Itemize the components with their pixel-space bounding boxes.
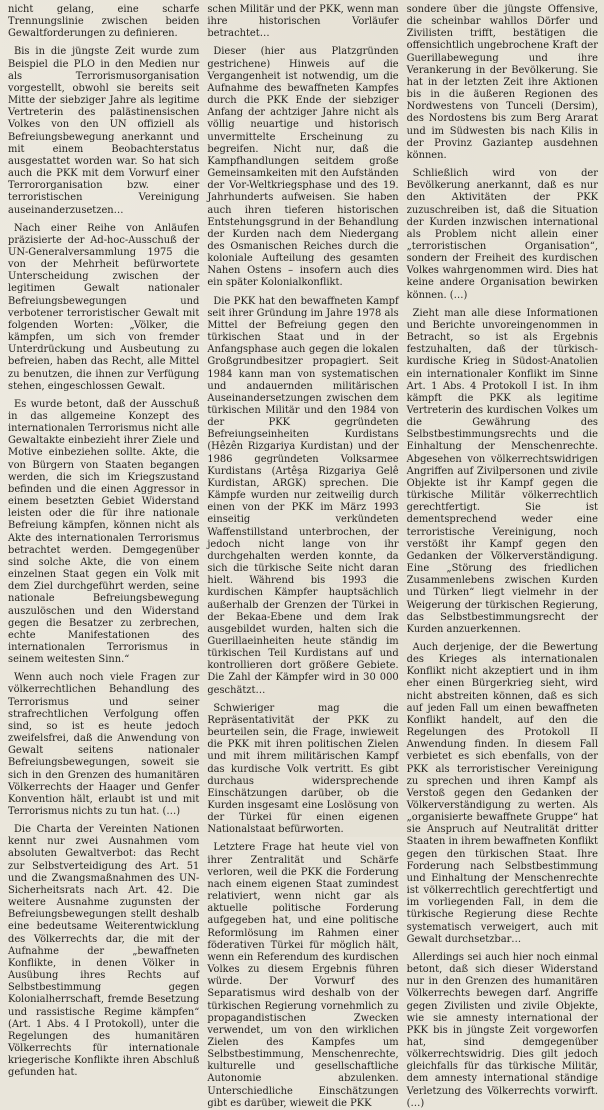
- paragraph: Bis in die jüngste Zeit wurde zum Beispiel die PLO in den Medien nur als Terrorismusorganisation vorgestellt, obwohl sie bereits seit Mitte der siebziger Jahre als legitime Vertreterin des palästinensischen Volkes von den UN offiziell als Befreiungsbewegung anerkannt und mit einem Beobachterstatus ausgestattet worden war. So hat sich auch die PKK mit dem Vorwurf einer Terrororganisation bzw. einer terroristischen Vereinigung auseinanderzusetzen…: [8, 46, 203, 216]
- column-2: [207, 4, 402, 1109]
- paragraph: sondere über die jüngste Offensive, die scheinbar wahllos Dörfer und Zivilisten trifft, bestätigen die offensichtlich ungebrochene Kraft der Guerillabewegung und ihre Verankerung in der Bevölkerung. Sie hat in der letzten Zeit ihre Aktionen bis in die äußeren Regionen des Nordwestens von Tunceli (Dersim), des Nordostens bis zum Berg Ararat und im Südwesten bis nach Kilis in der Provinz Gaziantep ausdehnen können.: [406, 4, 602, 161]
- article-columns: [8, 4, 602, 1109]
- paragraph: Die PKK hat den bewaffneten Kampf seit ihrer Gründung im Jahre 1978 als Mittel der Befreiung gegen den türkischen Staat und in der Anfangsphase auch gegen die lokalen Großgrundbesitzer propagiert. Seit 1984 kann man von systematischen und andauernden militärischen Auseinandersetzungen zwischen dem türkischen Militär und den 1984 von der PKK gegründeten Befreiungseinheiten Kurdistans (Hêzên Rizgariya Kurdistan) und der 1986 gegründeten Volksarmee Kurdistans (Artêşa Rizgariya Gelê Kurdistan, ARGK) sprechen. Die Kämpfe wurden nur zeitweilig durch einen von der PKK im März 1993 einseitig verkündeten Waffenstillstand unterbrochen, der jedoch nicht lange von ihr durchgehalten werden konnte, da sich die türkische Seite nicht daran hielt. Während bis 1993 die kurdischen Kämpfer hauptsächlich außerhalb der Grenzen der Türkei in der Bekaa-Ebene und dem Irak ausgebildet wurden, halten sich die Guerillaeinheiten heute ständig im türkischen Teil Kurdistans auf und kontrollieren dort größere Gebiete. Die Zahl der Kämpfer wird in 30 000 geschätzt…: [207, 295, 402, 696]
- paragraph: Letztere Frage hat heute viel von ihrer Zentralität und Schärfe verloren, weil die PKK die Forderung nach einem eigenen Staat zumindest relativiert, wenn nicht gar als aktuelle politische Forderung aufgegeben hat, und eine politische Reformlösung im Rahmen einer föderativen Türkei für möglich hält, wenn ein Referendum des kurdischen Volkes zu diesem Ergebnis führen würde. Der Vorwurf des Separatismus wird deshalb von der türkischen Regierung vornehmlich zu propagandistischen Zwecken verwendet, um von den wirklichen Zielen des Kampfes um Selbstbestimmung, Menschenrechte, kulturelle und gesellschaftliche Autonomie abzulenken. Unterschiedliche Einschätzungen gibt es darüber, wieweit die PKK: [207, 842, 402, 1109]
- paragraph: Schwieriger mag die Repräsentativität der PKK zu beurteilen sein, die Frage, inwieweit die PKK mit ihren politischen Zielen und mit ihrem militärischen Kampf das kurdische Volk vertritt. Es gibt durchaus widersprechende Einschätzungen darüber, ob die Kurden insgesamt eine Loslösung von der Türkei für einen eigenen Nationalstaat befürworten.: [207, 702, 402, 836]
- paragraph: Zieht man alle diese Informationen und Berichte unvoreingenommen in Betracht, so ist als Ergebnis festzuhalten, daß der türkisch-kurdische Krieg in Südost-Anatolien ein internationaler Konflikt im Sinne Art. 1 Abs. 4 Protokoll I ist. In ihm kämpft die PKK als legitime Vertreterin des kurdischen Volkes um die Gewährung des Selbstbestimmungsrechts und die Einhaltung der Menschenrechte. Abgesehen von völkerrechtswidrigen Angriffen auf Zivilpersonen und zivile Objekte ist ihr Kampf gegen die türkische Militär völkerrechtlich gerechtfertigt. Sie ist dementsprechend weder eine terroristische Vereinigung, noch verstößt ihr Kampf gegen den Gedanken der Völkerverständigung. Eine „Störung des friedlichen Zusammenlebens zwischen Kurden und Türken“ liegt vielmehr in der Weigerung der türkischen Regierung, das Selbstbestimmungsrecht der Kurden anzuerkennen.: [406, 307, 602, 635]
- paragraph: Wenn auch noch viele Fragen zur völkerrechtlichen Behandlung des Terrorismus und seiner strafrechtlichen Verfolgung offen sind, so ist es heute jedoch zweifelsfrei, daß die Anwendung von Gewalt seitens nationaler Befreiungsbewegungen, soweit sie sich in den Grenzen des humanitären Völkerrechts der Haager und Genfer Konvention hält, erlaubt ist und mit Terrorismus nichts zu tun hat. (…): [8, 672, 203, 817]
- paragraph: schen Militär und der PKK, wenn man ihre historischen Vorläufer betrachtet…: [207, 4, 402, 40]
- column-1: [8, 4, 203, 1079]
- paragraph: Schließlich wird von der Bevölkerung anerkannt, daß es nur den Aktivitäten der PKK zuzuschreiben ist, daß die Situation der Kurden inzwischen international als Problem nicht allein einer „terroristischen Organisation“, sondern der Freiheit des kurdischen Volkes wahrgenommen wird. Dies hat keine andere Organisation bewirken können. (…): [406, 168, 602, 301]
- paragraph: Die Charta der Vereinten Nationen kennt nur zwei Ausnahmen vom absoluten Gewaltverbot: das Recht zur Selbstverteidigung des Art. 51 und die Zwangsmaßnahmen des UN-Sicherheitsrats nach Art. 42. Die weitere Ausnahme zugunsten der Befreiungsbewegungen stellt deshalb eine bedeutsame Weiterentwicklung des Völkerrechts dar, die mit der Aufnahme der „bewaffneten Konflikte, in denen Völker in Ausübung ihres Rechts auf Selbstbestimmung gegen Kolonialherrschaft, fremde Besetzung und rassistische Regime kämpfen“ (Art. 1 Abs. 4 I Protokoll), unter die Regelungen des humanitären Völkerrechts für internationale kriegerische Konflikte ihren Abschluß gefunden hat.: [8, 824, 203, 1079]
- paragraph: Allerdings sei auch hier noch einmal betont, daß sich dieser Widerstand nur in den Grenzen des humanitären Völkerrechts bewegen darf. Angriffe gegen Zivilisten und zivile Objekte, wie sie amnesty international der PKK bis in jüngste Zeit vorgeworfen hat, sind demgegenüber völkerrechtswidrig. Dies gilt jedoch gleichfalls für das türkische Militär, dem amnesty international ständige Verletzung des Völkerrechts vorwirft. (…): [406, 951, 602, 1109]
- paragraph: Es wurde betont, daß der Ausschuß in das allgemeine Konzept des internationalen Terrorismus nicht alle Gewaltakte einbezieht ihrer Ziele und Motive einbeziehen sollte. Akte, die von Bürgern von Staaten begangen werden, die sich im Kriegszustand befinden und die einen Aggressor in einem besetzten Gebiet Widerstand leisten oder die für ihre nationale Befreiung kämpfen, können nicht als Akte des internationalen Terrorismus betrachtet werden. Demgegenüber sind solche Akte, die von einem einzelnen Staat gegen ein Volk mit dem Ziel durchgeführt werden, seine nationale Befreiungsbewegung auszulöschen und den Widerstand gegen die Besatzer zu zerbrechen, echte Manifestationen des internationalen Terrorismus in seinem weitesten Sinn.“: [8, 398, 203, 666]
- paragraph: Dieser (hier aus Platzgründen gestrichene) Hinweis auf die Vergangenheit ist notwendig, um die Aufnahme des bewaffneten Kampfes durch die PKK Ende der siebziger Anfang der achtziger Jahre nicht als völlig neuartige und historisch unvermittelte Erscheinung zu begreifen. Nicht nur, daß die Kampfhandlungen seitdem große Gemeinsamkeiten mit den Aufständen der Vor-Weltkriegsphase und des 19. Jahrhunderts aufweisen. Sie haben auch ihren tieferen historischen Entstehungsgrund in der Behandlung der Kurden nach dem Niedergang des Osmanischen Reiches durch die koloniale Aufteilung des gesamten Nahen Ostens – insofern auch dies ein später Kolonialkonflikt.: [207, 46, 402, 289]
- paragraph: Nach einer Reihe von Anläufen präzisierte der Ad-hoc-Ausschuß der UN-Generalversammlung 1975 die von der Mehrheit befürwortete Unterscheidung zwischen der legitimen Gewalt nationaler Befreiungsbewegungen und verbotener terroristischer Gewalt mit folgenden Worten: „Völker, die kämpfen, um sich von fremder Unterdrückung und Ausbeutung zu befreien, haben das Recht, alle Mittel zu benutzen, die ihnen zur Verfügung stehen, eingeschlossen Gewalt.: [8, 222, 203, 392]
- paragraph: nicht gelang, eine scharfe Trennungslinie zwischen beiden Gewaltforderungen zu definieren.: [8, 4, 203, 40]
- column-3: [406, 4, 602, 1109]
- paragraph: Auch derjenige, der die Bewertung des Krieges als internationalen Konflikt nicht akzeptiert und in ihm eher einen Bürgerkrieg sieht, wird nicht abstreiten können, daß es sich auf jeden Fall um einen bewaffneten Konflikt handelt, auf den die Regelungen des Protokoll II Anwendung finden. In diesem Fall verbietet es sich ebenfalls, von der PKK als terroristischer Vereinigung zu sprechen und ihren Kampf als Verstoß gegen den Gedanken der Völkerverständigung zu werten. Als „organisierte bewaffnete Gruppe“ hat sie Anspruch auf Neutralität dritter Staaten in ihrem bewaffneten Konflikt gegen den türkischen Staat. Ihre Forderung nach Selbstbestimmung und Einhaltung der Menschenrechte ist völkerrechtlich gerechtfertigt und im vorliegenden Fall, in dem die türkische Regierung diese Rechte systematisch verweigert, auch mit Gewalt durchsetzbar…: [406, 641, 602, 945]
